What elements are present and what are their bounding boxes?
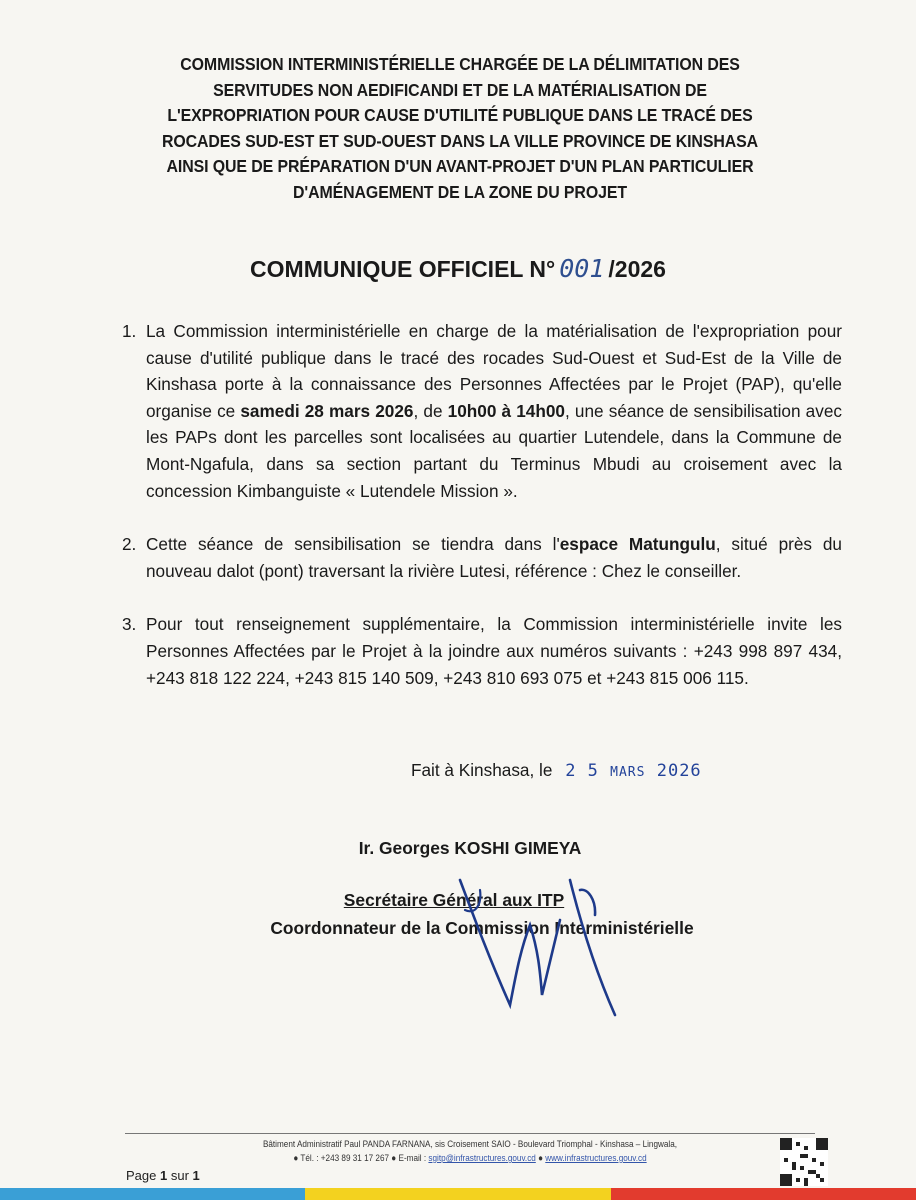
flag-color-band <box>0 1188 916 1200</box>
signatory-position: Coordonnateur de la Commission Interministérielle <box>270 918 694 938</box>
page-total: 1 <box>192 1168 200 1183</box>
list-item <box>122 611 842 691</box>
list-item <box>122 531 842 584</box>
tel-label: ● Tél. : <box>293 1153 319 1164</box>
page-current: 1 <box>160 1168 168 1183</box>
footer-divider <box>125 1133 815 1134</box>
band-blue <box>0 1188 305 1200</box>
header-line: ROCADES SUD-EST ET SUD-OUEST DANS LA VILLE PROVINCE DE KINSHASA <box>161 130 759 151</box>
item-date: samedi 28 mars 2026 <box>240 400 414 421</box>
stamp-year: 2026 <box>656 761 702 781</box>
header-line: L'EXPROPRIATION POUR CAUSE D'UTILITÉ PUBLIQUE DANS LE TRACÉ DES <box>167 105 753 126</box>
stamp-month: MARS <box>610 765 646 780</box>
tel-number: +243 89 31 17 267 <box>320 1153 390 1164</box>
list-item <box>122 318 842 504</box>
footer-contacts <box>181 1152 759 1166</box>
signatory-role: Secrétaire Général aux ITP <box>343 890 565 910</box>
bullet-icon: ● <box>538 1153 544 1164</box>
item-text: , de <box>413 400 448 421</box>
item-text: , une séance de sensibilisation avec les PAPs dont les parcelles sont localisées au quartier Lutendele, dans la Commune de Mont-Ngafula, dans sa section partant du Terminus Mbudi au croisement avec la concession Kimbanguiste « Lutendele Mission ». <box>146 400 842 501</box>
item-text: Pour tout renseignement supplémentaire, la Commission interministérielle invite les Personnes Affectées par le Projet à la joindre aux numéros suivants : +243 998 897 434, +243 818 122 224, +243 815 140 509, +243 810 693 075 et +243 815 006 115. <box>146 614 842 688</box>
item-text: , situé près du nouveau dalot (pont) traversant la rivière Lutesi, référence : Chez le conseiller. <box>146 534 842 581</box>
document-header <box>92 52 828 206</box>
header-line: AINSI QUE DE PRÉPARATION D'UN AVANT-PROJET D'UN PLAN PARTICULIER <box>166 156 754 177</box>
header-line: D'AMÉNAGEMENT DE LA ZONE DU PROJET <box>293 181 627 202</box>
item-number: 1. <box>122 321 137 341</box>
header-line: SERVITUDES NON AEDIFICANDI ET DE LA MATÉRIALISATION DE <box>213 79 707 100</box>
item-venue: espace Matungulu <box>559 534 716 555</box>
band-red <box>611 1188 916 1200</box>
footer-address: Bâtiment Administratif Paul PANDA FARNANA, sis Croisement SAIO - Boulevard Triomphal - Kinshasa – Lingwala, <box>262 1139 678 1150</box>
stamp-day: 2 5 <box>565 761 599 781</box>
item-number: 3. <box>122 614 137 635</box>
title-suffix: /2026 <box>608 256 666 282</box>
footer <box>181 1138 759 1166</box>
handwritten-signature <box>420 830 640 1030</box>
item-time: 10h00 à 14h00 <box>447 400 565 421</box>
date-stamp <box>565 761 701 781</box>
header-line: COMMISSION INTERMINISTÉRIELLE CHARGÉE DE LA DÉLIMITATION DES <box>180 54 740 74</box>
email-link[interactable]: sgitp@infrastructures.gouv.cd <box>428 1153 536 1164</box>
email-label: ● E-mail : <box>391 1153 427 1164</box>
handwritten-number: 001 <box>559 254 605 283</box>
item-text: Cette séance de sensibilisation se tiendra dans l' <box>146 534 560 555</box>
item-text: La Commission interministérielle en charge de la matérialisation de l'expropriation pour cause d'utilité publique dans le tracé des rocades Sud-Ouest et Sud-Est de la Ville de Kinshasa porte à la connaissance des Personnes Affectées par le Projet (PAP), qu'elle organise ce <box>146 321 842 421</box>
communique-title <box>0 254 916 283</box>
place-date <box>411 760 702 781</box>
signatory-name: Ir. Georges KOSHI GIMEYA <box>358 838 582 858</box>
page-number <box>126 1168 200 1183</box>
title-prefix: COMMUNIQUE OFFICIEL N° <box>250 256 556 282</box>
website-link[interactable]: www.infrastructures.gouv.cd <box>545 1153 647 1164</box>
band-yellow <box>305 1188 610 1200</box>
qr-code-icon <box>780 1138 828 1186</box>
page-prefix: Page <box>126 1168 157 1183</box>
page-sep: sur <box>170 1168 189 1183</box>
communique-items <box>122 318 842 718</box>
item-number: 2. <box>122 534 137 555</box>
place-date-label: Fait à Kinshasa, le <box>411 760 553 780</box>
